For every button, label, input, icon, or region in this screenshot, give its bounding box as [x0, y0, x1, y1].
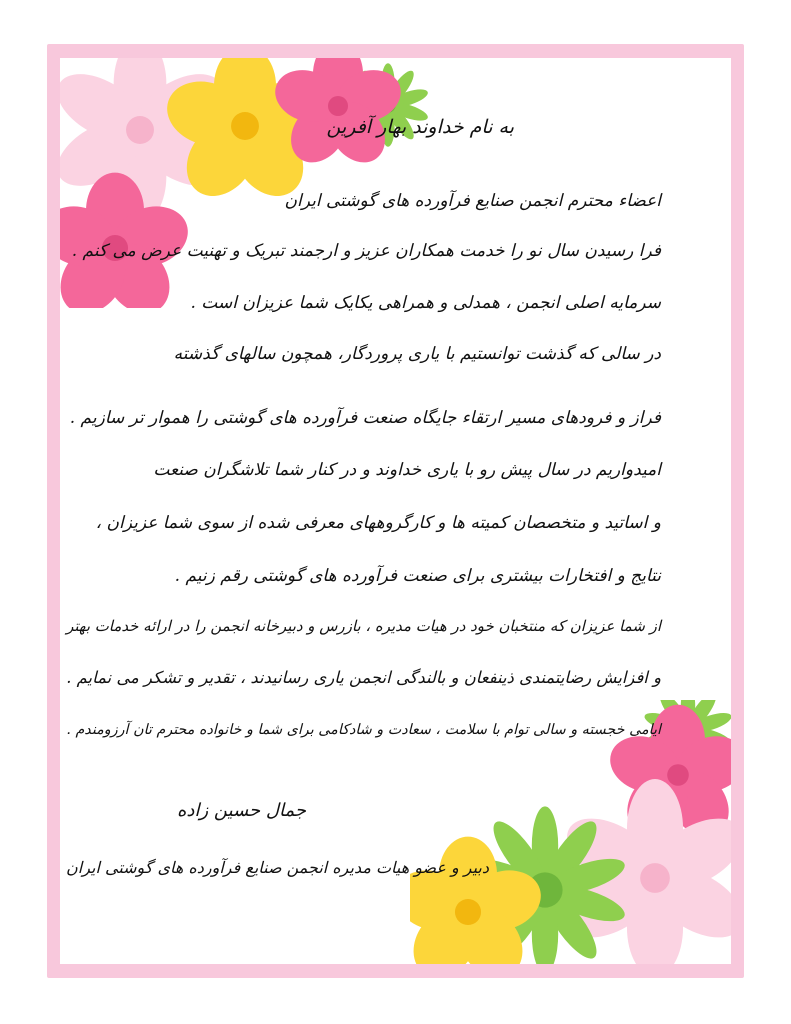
letter-line: ایامی خجسته و سالی توام با سلامت ، سعادت و شادکامی برای شما و خانواده محترم تان آرزومندم . [66, 722, 661, 738]
signature-name: جمال حسین زاده [177, 800, 306, 821]
letter-line: از شما عزیزان که منتخبان خود در هیات مدیره ، بازرس و دبیرخانه انجمن را در ارائه خدمات بهتر [66, 617, 661, 635]
letter-line: و اساتید و متخصصان کمیته ها و کارگروههای معرفی شده از سوی شما عزیزان ، [95, 513, 661, 533]
letter-line: نتایج و افتخارات بیشتری برای صنعت فرآورده های گوشتی رقم زنیم . [174, 566, 661, 586]
letter-line: اعضاء محترم انجمن صنایع فرآورده های گوشتی ایران [284, 191, 661, 211]
letter-line: فراز و فرودهای مسیر ارتقاء جایگاه صنعت فرآورده های گوشتی را هموار تر سازیم . [69, 408, 661, 428]
letter-line: فرا رسیدن سال نو را خدمت همکاران عزیز و ارجمند تبریک و تهنیت عرض می کنم . [71, 241, 661, 261]
letter-line: امیدواریم در سال پیش رو با یاری خداوند و در کنار شما تلاشگران صنعت [153, 460, 661, 480]
letter-line: سرمایه اصلی انجمن ، همدلی و همراهی یکایک شما عزیزان است . [190, 293, 661, 313]
letter-line: و افزایش رضایتمندی ذینفعان و بالندگی انجمن یاری رسانیدند ، تقدیر و تشکر می نمایم . [66, 668, 661, 687]
letter-heading: به نام خداوند بهار آفرین [326, 116, 514, 138]
letter-line: در سالی که گذشت توانستیم با یاری پروردگار، همچون سالهای گذشته [173, 344, 661, 364]
signature-title: دبیر و عضو هیات مدیره انجمن صنایع فرآورده های گوشتی ایران [66, 858, 489, 877]
